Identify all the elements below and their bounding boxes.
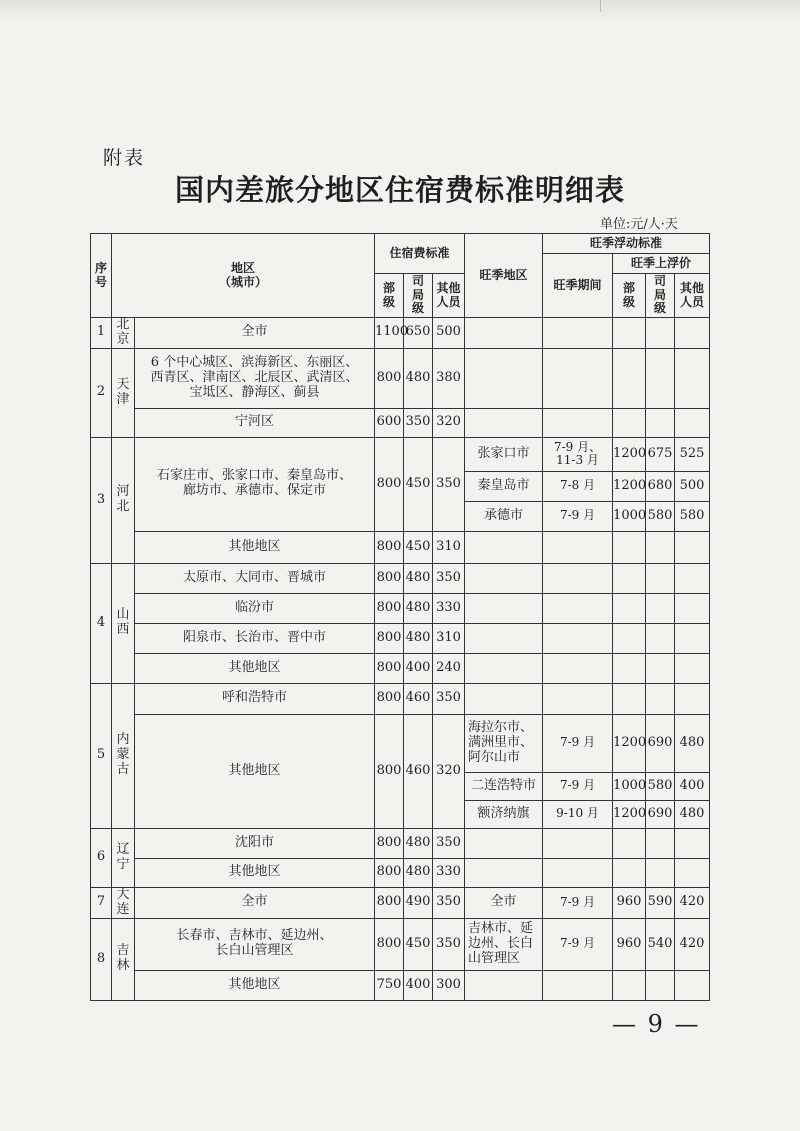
other-value: 500	[433, 318, 465, 349]
seq-cell: 6	[91, 828, 112, 887]
peak-region-cell: 承德市	[465, 501, 543, 531]
ministry-value: 800	[375, 714, 404, 828]
header-region: 地区 （城市）	[112, 234, 375, 318]
other-value: 240	[433, 653, 465, 683]
province-cell: 天 津	[112, 348, 135, 437]
area-cell: 其他地区	[135, 714, 375, 828]
header-ministry: 部 级	[375, 274, 404, 318]
empty-cell	[646, 683, 675, 714]
empty-cell	[543, 408, 613, 437]
ministry-value: 800	[375, 437, 404, 531]
header-peak-region: 旺季地区	[465, 234, 543, 318]
other-value: 350	[433, 918, 465, 970]
bureau-value: 480	[404, 623, 433, 653]
empty-cell	[465, 653, 543, 683]
empty-cell	[613, 683, 646, 714]
area-cell: 全市	[135, 887, 375, 918]
area-cell: 宁河区	[135, 408, 375, 437]
province-cell: 北 京	[112, 318, 135, 349]
table-row	[91, 563, 710, 593]
empty-cell	[543, 593, 613, 623]
ministry-value: 800	[375, 531, 404, 563]
ministry-value: 800	[375, 653, 404, 683]
peak-bureau-value: 540	[646, 918, 675, 970]
header-peak-bureau: 司 局 级	[646, 274, 675, 318]
peak-region-cell: 额济纳旗	[465, 800, 543, 828]
seq-cell: 4	[91, 563, 112, 683]
area-cell: 长春市、吉林市、延边州、 长白山管理区	[135, 918, 375, 970]
area-cell: 其他地区	[135, 653, 375, 683]
empty-cell	[465, 970, 543, 1000]
empty-cell	[646, 531, 675, 563]
header-seq: 序号	[91, 234, 112, 318]
empty-cell	[465, 683, 543, 714]
peak-other-value: 400	[675, 772, 710, 800]
other-value: 380	[433, 348, 465, 408]
table-row	[91, 918, 710, 970]
other-value: 330	[433, 593, 465, 623]
empty-cell	[646, 593, 675, 623]
empty-cell	[543, 318, 613, 349]
ministry-value: 800	[375, 623, 404, 653]
peak-other-value: 500	[675, 471, 710, 501]
empty-cell	[613, 531, 646, 563]
empty-cell	[613, 623, 646, 653]
area-cell: 呼和浩特市	[135, 683, 375, 714]
empty-cell	[646, 653, 675, 683]
area-cell: 石家庄市、张家口市、秦皇岛市、 廊坊市、承德市、保定市	[135, 437, 375, 531]
empty-cell	[646, 858, 675, 887]
empty-cell	[543, 653, 613, 683]
peak-bureau-value: 580	[646, 501, 675, 531]
seq-cell: 5	[91, 683, 112, 828]
peak-other-value: 420	[675, 887, 710, 918]
peak-ministry-value: 1200	[613, 471, 646, 501]
other-value: 300	[433, 970, 465, 1000]
empty-cell	[543, 970, 613, 1000]
empty-cell	[613, 318, 646, 349]
peak-ministry-value: 1000	[613, 772, 646, 800]
bureau-value: 650	[404, 318, 433, 349]
peak-period-cell: 7-9 月	[543, 887, 613, 918]
ministry-value: 800	[375, 918, 404, 970]
empty-cell	[465, 531, 543, 563]
peak-region-cell: 张家口市	[465, 437, 543, 471]
area-cell: 其他地区	[135, 858, 375, 887]
table-row	[91, 858, 710, 887]
other-value: 330	[433, 858, 465, 887]
page-fold-shadow	[0, 0, 800, 22]
area-cell: 6 个中心城区、滨海新区、东丽区、 西青区、津南区、北辰区、武清区、 宝坻区、静海区、蓟县	[135, 348, 375, 408]
ministry-value: 1100	[375, 318, 404, 349]
peak-region-cell: 海拉尔市、 满洲里市、 阿尔山市	[465, 714, 543, 772]
peak-ministry-value: 960	[613, 887, 646, 918]
table-row	[91, 653, 710, 683]
peak-ministry-value: 1000	[613, 501, 646, 531]
bureau-value: 480	[404, 563, 433, 593]
empty-cell	[543, 348, 613, 408]
province-cell: 山 西	[112, 563, 135, 683]
empty-cell	[465, 828, 543, 858]
bureau-value: 460	[404, 714, 433, 828]
peak-period-cell: 7-9 月	[543, 918, 613, 970]
area-cell: 沈阳市	[135, 828, 375, 858]
area-cell: 全市	[135, 318, 375, 349]
peak-period-cell: 9-10 月	[543, 800, 613, 828]
empty-cell	[465, 408, 543, 437]
page-number: — 9 —	[612, 1010, 701, 1038]
table-row	[91, 408, 710, 437]
area-cell: 临汾市	[135, 593, 375, 623]
page-fold-mark	[600, 0, 601, 12]
seq-cell: 2	[91, 348, 112, 437]
ministry-value: 800	[375, 858, 404, 887]
empty-cell	[465, 563, 543, 593]
other-value: 350	[433, 887, 465, 918]
empty-cell	[543, 858, 613, 887]
empty-cell	[646, 828, 675, 858]
seq-cell: 3	[91, 437, 112, 563]
area-cell: 阳泉市、长治市、晋中市	[135, 623, 375, 653]
ministry-value: 750	[375, 970, 404, 1000]
ministry-value: 800	[375, 887, 404, 918]
table-row	[91, 593, 710, 623]
header-peak-other: 其他 人员	[675, 274, 710, 318]
bureau-value: 350	[404, 408, 433, 437]
bureau-value: 450	[404, 531, 433, 563]
other-value: 350	[433, 683, 465, 714]
header-peak-up: 旺季上浮价	[613, 254, 710, 274]
peak-region-cell: 二连浩特市	[465, 772, 543, 800]
empty-cell	[543, 828, 613, 858]
peak-region-cell: 秦皇岛市	[465, 471, 543, 501]
ministry-value: 800	[375, 563, 404, 593]
header-standard: 住宿费标准	[375, 234, 465, 274]
table-row	[91, 970, 710, 1000]
empty-cell	[675, 318, 710, 349]
peak-period-cell: 7-9 月、 11-3 月	[543, 437, 613, 471]
other-value: 350	[433, 563, 465, 593]
empty-cell	[613, 563, 646, 593]
empty-cell	[646, 623, 675, 653]
empty-cell	[465, 858, 543, 887]
header-peak-period: 旺季期间	[543, 254, 613, 318]
ministry-value: 800	[375, 828, 404, 858]
empty-cell	[613, 970, 646, 1000]
peak-ministry-value: 1200	[613, 800, 646, 828]
province-cell: 河 北	[112, 437, 135, 563]
other-value: 310	[433, 623, 465, 653]
attachment-label: 附表	[103, 147, 146, 169]
ministry-value: 800	[375, 683, 404, 714]
empty-cell	[675, 858, 710, 887]
peak-period-cell: 7-9 月	[543, 501, 613, 531]
peak-other-value: 480	[675, 800, 710, 828]
empty-cell	[543, 531, 613, 563]
seq-cell: 1	[91, 318, 112, 349]
peak-ministry-value: 1200	[613, 437, 646, 471]
peak-ministry-value: 1200	[613, 714, 646, 772]
bureau-value: 460	[404, 683, 433, 714]
peak-other-value: 420	[675, 918, 710, 970]
bureau-value: 490	[404, 887, 433, 918]
bureau-value: 480	[404, 593, 433, 623]
table-row	[91, 531, 710, 563]
empty-cell	[675, 970, 710, 1000]
table-row	[91, 683, 710, 714]
peak-other-value: 525	[675, 437, 710, 471]
province-cell: 内 蒙 古	[112, 683, 135, 828]
table-row	[91, 437, 710, 471]
other-value: 310	[433, 531, 465, 563]
empty-cell	[675, 683, 710, 714]
area-cell: 其他地区	[135, 531, 375, 563]
header-peak-ministry: 部 级	[613, 274, 646, 318]
empty-cell	[675, 653, 710, 683]
seq-cell: 8	[91, 918, 112, 1000]
other-value: 350	[433, 437, 465, 531]
peak-bureau-value: 590	[646, 887, 675, 918]
ministry-value: 800	[375, 593, 404, 623]
bureau-value: 400	[404, 970, 433, 1000]
table-row	[91, 828, 710, 858]
lodging-standard-table	[90, 233, 710, 1001]
empty-cell	[613, 858, 646, 887]
other-value: 350	[433, 828, 465, 858]
peak-region-cell: 吉林市、延 边州、长白 山管理区	[465, 918, 543, 970]
province-cell: 吉 林	[112, 918, 135, 1000]
other-value: 320	[433, 714, 465, 828]
other-value: 320	[433, 408, 465, 437]
empty-cell	[646, 408, 675, 437]
empty-cell	[613, 828, 646, 858]
empty-cell	[613, 408, 646, 437]
bureau-value: 450	[404, 437, 433, 531]
peak-bureau-value: 580	[646, 772, 675, 800]
ministry-value: 800	[375, 348, 404, 408]
peak-bureau-value: 690	[646, 714, 675, 772]
peak-ministry-value: 960	[613, 918, 646, 970]
empty-cell	[675, 348, 710, 408]
peak-bureau-value: 675	[646, 437, 675, 471]
area-cell: 其他地区	[135, 970, 375, 1000]
bureau-value: 450	[404, 918, 433, 970]
table-row	[91, 318, 710, 349]
peak-other-value: 580	[675, 501, 710, 531]
empty-cell	[465, 623, 543, 653]
page-title: 国内差旅分地区住宿费标准明细表	[174, 173, 625, 207]
empty-cell	[675, 828, 710, 858]
ministry-value: 600	[375, 408, 404, 437]
unit-label: 单位:元/人·天	[600, 217, 678, 232]
peak-bureau-value: 690	[646, 800, 675, 828]
empty-cell	[543, 623, 613, 653]
header-peak-float: 旺季浮动标准	[543, 234, 710, 254]
empty-cell	[646, 318, 675, 349]
province-cell: 大 连	[112, 887, 135, 918]
empty-cell	[465, 593, 543, 623]
empty-cell	[543, 563, 613, 593]
empty-cell	[543, 683, 613, 714]
bureau-value: 480	[404, 348, 433, 408]
table-row	[91, 714, 710, 772]
seq-cell: 7	[91, 887, 112, 918]
empty-cell	[646, 563, 675, 593]
peak-period-cell: 7-8 月	[543, 471, 613, 501]
header-other: 其他 人员	[433, 274, 465, 318]
peak-bureau-value: 680	[646, 471, 675, 501]
empty-cell	[465, 318, 543, 349]
bureau-value: 480	[404, 858, 433, 887]
empty-cell	[613, 593, 646, 623]
empty-cell	[613, 653, 646, 683]
empty-cell	[465, 348, 543, 408]
bureau-value: 400	[404, 653, 433, 683]
empty-cell	[646, 348, 675, 408]
peak-other-value: 480	[675, 714, 710, 772]
bureau-value: 480	[404, 828, 433, 858]
area-cell: 太原市、大同市、晋城市	[135, 563, 375, 593]
peak-period-cell: 7-9 月	[543, 714, 613, 772]
table-row	[91, 623, 710, 653]
empty-cell	[675, 531, 710, 563]
header-bureau: 司 局 级	[404, 274, 433, 318]
empty-cell	[675, 623, 710, 653]
province-cell: 辽 宁	[112, 828, 135, 887]
table-row	[91, 887, 710, 918]
peak-period-cell: 7-9 月	[543, 772, 613, 800]
empty-cell	[675, 408, 710, 437]
table-row	[91, 348, 710, 408]
empty-cell	[675, 563, 710, 593]
empty-cell	[675, 593, 710, 623]
peak-region-cell: 全市	[465, 887, 543, 918]
empty-cell	[646, 970, 675, 1000]
empty-cell	[613, 348, 646, 408]
